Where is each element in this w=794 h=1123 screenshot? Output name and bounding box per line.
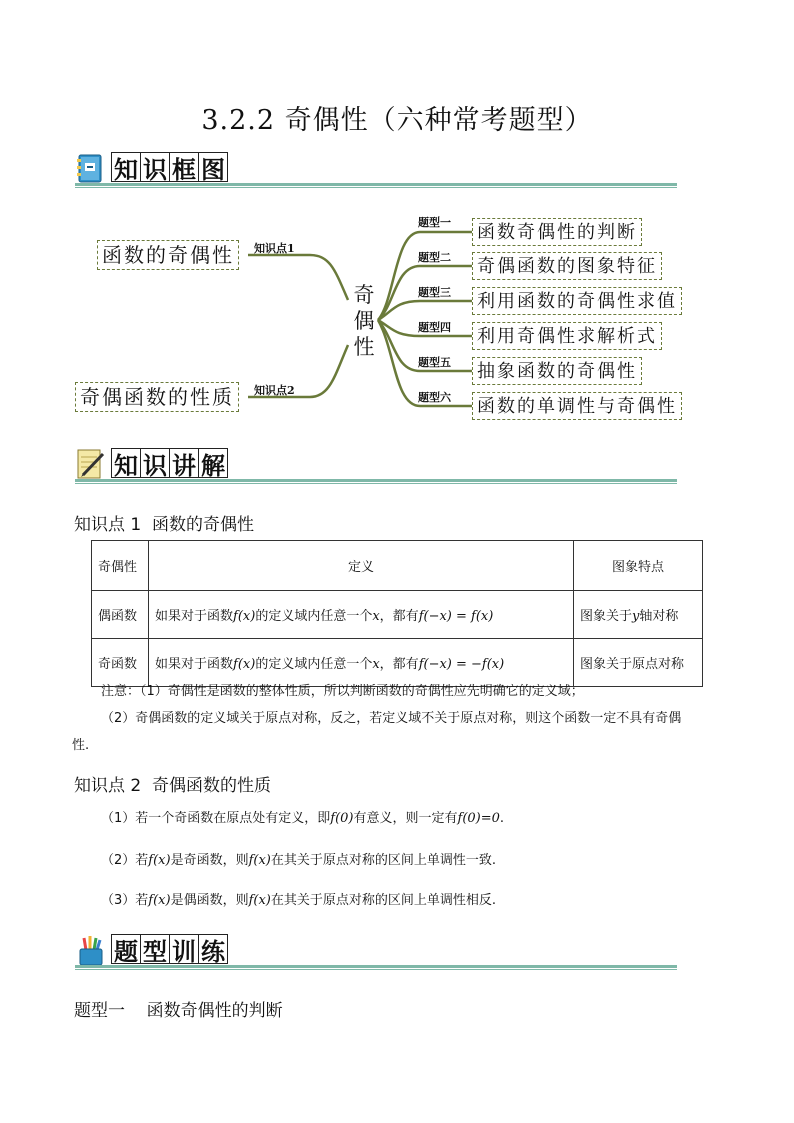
note-line: （2）奇偶函数的定义域关于原点对称，反之，若定义域不关于原点对称，则这个函数一定不具有奇偶 bbox=[101, 711, 682, 726]
mindmap-node: 利用奇偶性求解析式 bbox=[472, 322, 662, 350]
table-cell-graph: 图象关于y轴对称 bbox=[574, 591, 703, 639]
mindmap-tag: 题型六 bbox=[418, 391, 451, 404]
mindmap-node: 函数奇偶性的判断 bbox=[472, 218, 642, 246]
mindmap-tag: 题型一 bbox=[418, 216, 451, 229]
section-char: 识 bbox=[140, 152, 170, 182]
section-char: 型 bbox=[140, 934, 170, 964]
table-row: 偶函数 如果对于函数f(x)的定义域内任意一个x，都有f(−x) = f(x) 图象关于y轴对称 bbox=[92, 591, 703, 639]
mindmap-center: 奇 偶 性 bbox=[353, 283, 375, 359]
section-char: 知 bbox=[111, 448, 141, 478]
definition-table bbox=[91, 540, 703, 687]
kp1-heading: 知识点 1 函数的奇偶性 bbox=[74, 515, 255, 535]
training-q1-heading: 题型一 函数奇偶性的判断 bbox=[74, 1001, 283, 1021]
table-cell-graph: 图象关于原点对称 bbox=[574, 639, 703, 687]
section-char: 讲 bbox=[169, 448, 199, 478]
section-char: 题 bbox=[111, 934, 141, 964]
section-char: 图 bbox=[198, 152, 228, 182]
section-header-lecture bbox=[75, 446, 677, 486]
mindmap-tag: 知识点2 bbox=[254, 384, 295, 397]
table-header: 图象特点 bbox=[574, 541, 703, 591]
mindmap-node: 函数的奇偶性 bbox=[97, 240, 239, 270]
table-header: 定义 bbox=[149, 541, 574, 591]
mindmap-node: 奇偶函数的图象特征 bbox=[472, 252, 662, 280]
note-line: 性. bbox=[72, 738, 90, 753]
mindmap-node: 利用函数的奇偶性求值 bbox=[472, 287, 682, 315]
section-header-training bbox=[75, 932, 677, 972]
table-header-row bbox=[92, 541, 703, 591]
note-line: 注意：（1）奇偶性是函数的整体性质，所以判断函数的奇偶性应先明确它的定义域； bbox=[101, 684, 584, 699]
property-item: （2）若f(x)是奇函数，则f(x)在其关于原点对称的区间上单调性一致. bbox=[101, 853, 497, 868]
property-item: （1）若一个奇函数在原点处有定义，即f(0)有意义，则一定有f(0)=0. bbox=[101, 811, 505, 826]
mindmap-tag: 题型四 bbox=[418, 321, 451, 334]
section-char: 训 bbox=[169, 934, 199, 964]
table-row: 奇函数 如果对于函数f(x)的定义域内任意一个x，都有f(−x) = −f(x) 图象关于原点对称 bbox=[92, 639, 703, 687]
table-cell-definition: 如果对于函数f(x)的定义域内任意一个x，都有f(−x) = −f(x) bbox=[149, 639, 574, 687]
table-header: 奇偶性 bbox=[92, 541, 149, 591]
section-char: 识 bbox=[140, 448, 170, 478]
mindmap-node: 奇偶函数的性质 bbox=[75, 382, 239, 412]
mindmap-tag: 题型五 bbox=[418, 356, 451, 369]
page-title: 3.2.2 奇偶性（六种常考题型） bbox=[201, 105, 593, 136]
pencil-cup-icon bbox=[75, 934, 107, 966]
section-char: 知 bbox=[111, 152, 141, 182]
kp2-heading: 知识点 2 奇偶函数的性质 bbox=[74, 776, 272, 796]
section-char: 框 bbox=[169, 152, 199, 182]
mindmap-node: 抽象函数的奇偶性 bbox=[472, 357, 642, 385]
notepad-pencil-icon bbox=[75, 448, 107, 480]
mindmap-node: 函数的单调性与奇偶性 bbox=[472, 392, 682, 420]
section-char: 解 bbox=[198, 448, 228, 478]
table-cell-definition: 如果对于函数f(x)的定义域内任意一个x，都有f(−x) = f(x) bbox=[149, 591, 574, 639]
mindmap-tag: 题型二 bbox=[418, 251, 451, 264]
mindmap-connectors bbox=[0, 0, 794, 440]
mindmap-tag: 题型三 bbox=[418, 286, 451, 299]
property-item: （3）若f(x)是偶函数，则f(x)在其关于原点对称的区间上单调性相反. bbox=[101, 893, 497, 908]
mindmap-tag: 知识点1 bbox=[254, 242, 295, 255]
section-char: 练 bbox=[198, 934, 228, 964]
